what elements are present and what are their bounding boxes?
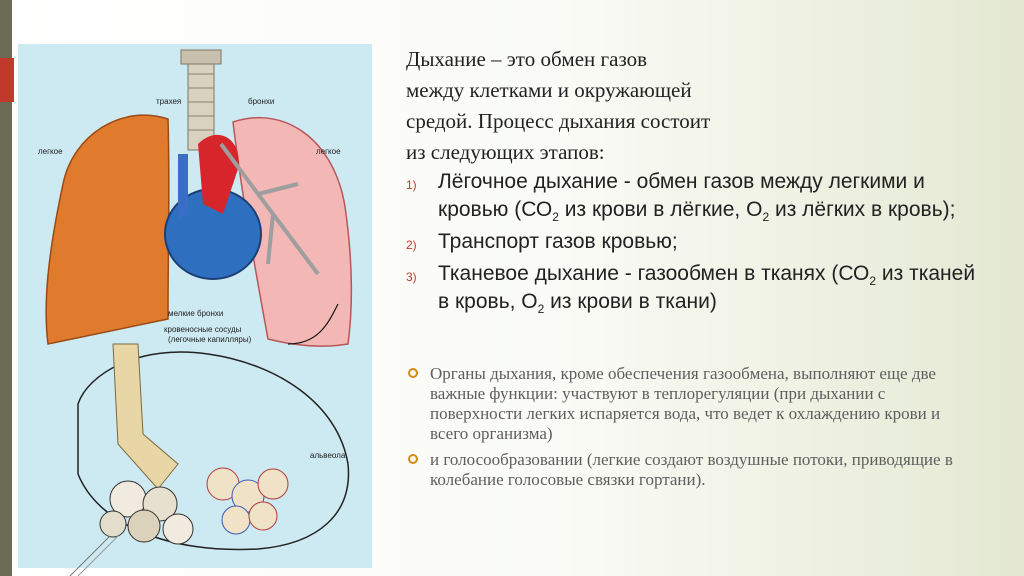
slide-accent-block xyxy=(0,58,14,102)
respiratory-system-illustration xyxy=(18,44,372,568)
alveoli-magnified xyxy=(78,344,348,550)
subscript: 2 xyxy=(537,302,545,317)
stage-text: Транспорт газов кровью; xyxy=(438,230,678,253)
stage-text: из лёгких в кровь); xyxy=(769,198,956,221)
stage-number: 1) xyxy=(406,178,417,192)
stage-item-3 xyxy=(406,260,986,316)
stages-list xyxy=(406,168,986,320)
left-lung-shape xyxy=(46,115,169,344)
stage-text: из тканей в кровь, О xyxy=(438,262,976,313)
subscript: 2 xyxy=(552,210,559,225)
stage-item-2 xyxy=(406,228,986,256)
circle-bullet-icon xyxy=(408,454,418,464)
stage-text: Лёгочное дыхание - обмен газов между легкими и кровью (СО xyxy=(438,170,925,221)
note-text: и голосообразовании (легкие создают воздушные потоки, приводящие в колебание голосовые связки гортани). xyxy=(430,450,953,489)
label-vessels: кровеносные сосуды xyxy=(164,325,242,334)
intro-paragraph xyxy=(406,44,1006,168)
stage-number: 3) xyxy=(406,270,417,284)
label-lung-left: легкое xyxy=(38,147,63,156)
subscript: 2 xyxy=(762,210,770,225)
notes-list xyxy=(408,364,978,496)
label-alveola: альвеола xyxy=(310,451,346,460)
note-item-1 xyxy=(408,364,978,444)
stage-text: из крови в ткани) xyxy=(544,290,717,313)
intro-line-4: из следующих этапов: xyxy=(406,140,605,164)
decorative-corner-lines xyxy=(0,536,120,576)
note-text: Органы дыхания, кроме обеспечения газообмена, выполняют еще две важные функции: участвуют в теплорегуляции (при дыхании с поверхности легких испаряется вода, что ведет к охлаждению крови и всего организма) xyxy=(430,364,941,443)
label-small-bronchi: мелкие бронхи xyxy=(168,309,224,318)
label-trachea: трахея xyxy=(156,97,182,106)
stage-item-1 xyxy=(406,168,986,224)
label-lung-right: легкое xyxy=(316,147,341,156)
circle-bullet-icon xyxy=(408,368,418,378)
intro-line-3: средой. Процесс дыхания состоит xyxy=(406,109,711,133)
intro-line-2: между клетками и окружающей xyxy=(406,78,692,102)
trachea-shape xyxy=(181,50,221,150)
stage-text: Тканевое дыхание - газообмен в тканях (СО xyxy=(438,262,870,285)
label-bronchi: бронхи xyxy=(248,97,275,106)
label-capillaries: (легочные капилляры) xyxy=(168,335,252,344)
subscript: 2 xyxy=(869,274,877,289)
note-item-2 xyxy=(408,450,978,490)
intro-line-1: Дыхание – это обмен газов xyxy=(406,47,648,71)
stage-text: из крови в лёгкие, О xyxy=(558,198,763,221)
stage-number: 2) xyxy=(406,238,417,252)
